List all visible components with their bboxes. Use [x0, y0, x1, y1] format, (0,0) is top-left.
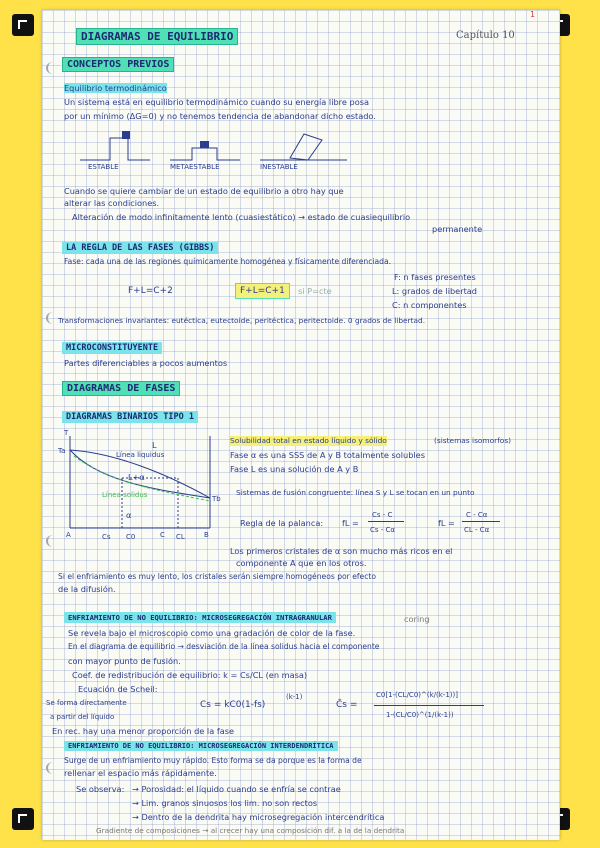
sub-heading-equilibrio: Equilibrio termodinámico: [64, 83, 167, 93]
text-line: Fase: cada una de las regiones químicamente homogénea y físicamente diferenciada.: [64, 257, 392, 266]
sub-heading-note: coring: [404, 614, 430, 624]
sub-heading-binarios: DIAGRAMAS BINARIOS TIPO 1: [62, 411, 198, 423]
solubility-note: (sistemas isomorfos): [434, 436, 512, 445]
lever-fs-denominator: CL - Cα: [464, 526, 490, 534]
text-line: Fase α es una SSS de A y B totalmente solubles: [230, 450, 425, 460]
fraction-bar: [374, 705, 484, 706]
phase-diagram-sketch: [60, 428, 220, 538]
diagram-axis-t: T: [64, 429, 69, 437]
diagram-label-b: B: [204, 531, 209, 539]
diagram-region-l: L: [152, 440, 157, 450]
binder-hole: [46, 62, 60, 74]
lever-rule-label: Regla de la palanca:: [240, 518, 324, 528]
scheil-average-label: C̄s =: [336, 700, 358, 710]
diagram-label-c0: C0: [126, 533, 136, 541]
text-line: Coef. de redistribución de equilibrio: k = Cs/CL (en masa): [72, 670, 308, 680]
text-line: alterar las condiciones.: [64, 198, 160, 208]
lever-fl-label: fL =: [342, 518, 359, 528]
text-line: permanente: [432, 224, 483, 234]
diagram-label-cl: CL: [176, 533, 185, 541]
chapter-label: Capítulo 10: [456, 30, 515, 41]
side-note: Se forma directamente: [46, 699, 127, 707]
text-line: Fase L es una solución de A y B: [230, 464, 359, 474]
text-line: Un sistema está en equilibrio termodinámico cuando su energía libre posa: [64, 97, 369, 107]
text-line: Surge de un enfriamiento muy rápido. Esto forma se da porque es la forma de: [64, 756, 362, 765]
corner-marker-top-left: [12, 14, 34, 36]
text-line: Cuando se quiere cambiar de un estado de equilibrio a otro hay que: [64, 186, 344, 196]
equation-gibbs-pcte: F+L=C+1: [235, 283, 290, 299]
text-line: Sistemas de fusión congruente: línea S y L se tocan en un punto: [236, 488, 475, 497]
state-label-unstable: INESTABLE: [260, 163, 298, 171]
scheil-equation: Cs = kC0(1-fs): [200, 700, 266, 710]
scheil-numerator: C0[1-(CL/C0)^(k/(k-1))]: [376, 691, 458, 699]
diagram-region-alpha: α: [126, 510, 132, 520]
diagram-ta: Ta: [58, 447, 66, 455]
scheil-denominator: 1-(CL/C0)^(1/(k-1)): [386, 711, 454, 719]
diagram-label-a: A: [66, 531, 71, 539]
bullet-line: → Lim. granos sinuosos los lim. no son rectos: [132, 798, 318, 808]
page-title: DIAGRAMAS DE EQUILIBRIO: [76, 28, 238, 45]
diagram-liquidus: Línea liquidus: [116, 451, 165, 459]
scheil-exponent: (k-1): [286, 693, 303, 701]
diagram-solidus: Línea solidus: [102, 491, 148, 499]
text-line: En el diagrama de equilibrio → desviación de la línea solidus hacia el componente: [68, 642, 380, 651]
fraction-bar: [462, 521, 500, 522]
legend-l: L: grados de libertad: [392, 286, 477, 296]
bullet-line: → Porosidad: el líquido cuando se enfría se contrae: [132, 784, 341, 794]
text-line: por un mínimo (ΔG=0) y no tenemos tendencia de abandonar dicho estado.: [64, 111, 376, 121]
fraction-bar: [368, 521, 404, 522]
legend-f: F: n fases presentes: [394, 272, 476, 282]
binder-hole: [46, 762, 60, 774]
section-heading-diagramas: DIAGRAMAS DE FASES: [62, 381, 180, 396]
corner-marker-bottom-left: [12, 808, 34, 830]
text-line: rellenar el espacio más rápidamente.: [64, 768, 217, 778]
text-line: En rec. hay una menor proporción de la fase: [52, 726, 235, 736]
state-label-stable: ESTABLE: [88, 163, 119, 171]
equation-gibbs: F+L=C+2: [128, 286, 173, 296]
text-line: Alteración de modo infinitamente lento (cuasiestático) → estado de cuasiequilibrio: [72, 212, 411, 222]
text-line: de la difusión.: [58, 584, 116, 594]
solubility-title: Solubilidad total en estado líquido y sólido: [230, 436, 387, 445]
state-label-metastable: METAESTABLE: [170, 163, 220, 171]
bullet-line: → Dentro de la dendrita hay microsegregación intercendrítica: [132, 812, 385, 822]
page-number: 1: [530, 10, 536, 19]
text-line: Se revela bajo el microscopio como una gradación de color de la fase.: [68, 628, 356, 638]
lever-fs-numerator: C - Cα: [466, 511, 488, 519]
diagram-tb: Tb: [212, 495, 221, 503]
sub-heading-gibbs: LA REGLA DE LAS FASES (GIBBS): [62, 242, 218, 254]
equation-note: si P=cte: [298, 286, 332, 296]
text-line: Ecuación de Scheil:: [78, 684, 158, 694]
section-heading-conceptos: CONCEPTOS PREVIOS: [62, 57, 174, 72]
text-line: Si el enfriamiento es muy lento, los cristales serán siempre homogéneos por efecto: [58, 572, 377, 581]
text-line: Los primeros cristales de α son mucho más ricos en el: [230, 546, 453, 556]
text-line: Gradiente de composiciones → al crecer hay una composición dif. a la de la dendrita: [96, 826, 405, 835]
diagram-label-cs: Cs: [102, 533, 111, 541]
diagram-region-lalpha: L+α: [128, 472, 145, 482]
grid-paper: [42, 10, 560, 840]
text-line: Transformaciones invariantes: eutéctica, eutectoide, peritéctica, peritectoide. 0 grados de libertad.: [58, 316, 426, 325]
legend-c: C: n componentes: [392, 300, 467, 310]
lever-fl-denominator: Cs - Cα: [370, 526, 396, 534]
diagram-label-c: C: [160, 531, 165, 539]
text-line: Se observa:: [76, 784, 125, 794]
lever-fl-numerator: Cs - C: [372, 511, 393, 519]
binder-hole: [46, 535, 60, 547]
lever-fs-label: fL =: [438, 518, 455, 528]
sub-heading-micro: MICROCONSTITUYENTE: [62, 342, 162, 354]
text-line: Partes diferenciables a pocos aumentos: [64, 358, 228, 368]
side-note: a partir del líquido: [50, 713, 115, 721]
stability-sketches: [42, 128, 560, 168]
text-line: componente A que en los otros.: [236, 558, 367, 568]
sub-heading-intragranular: ENFRIAMIENTO DE NO EQUILIBRIO: MICROSEGREGACIÓN INTRAGRANULAR: [64, 612, 336, 623]
sub-heading-interdendritica: ENFRIAMIENTO DE NO EQUILIBRIO: MICROSEGREGACIÓN INTERDENDRÍTICA: [64, 741, 338, 751]
text-line: con mayor punto de fusión.: [68, 656, 181, 666]
